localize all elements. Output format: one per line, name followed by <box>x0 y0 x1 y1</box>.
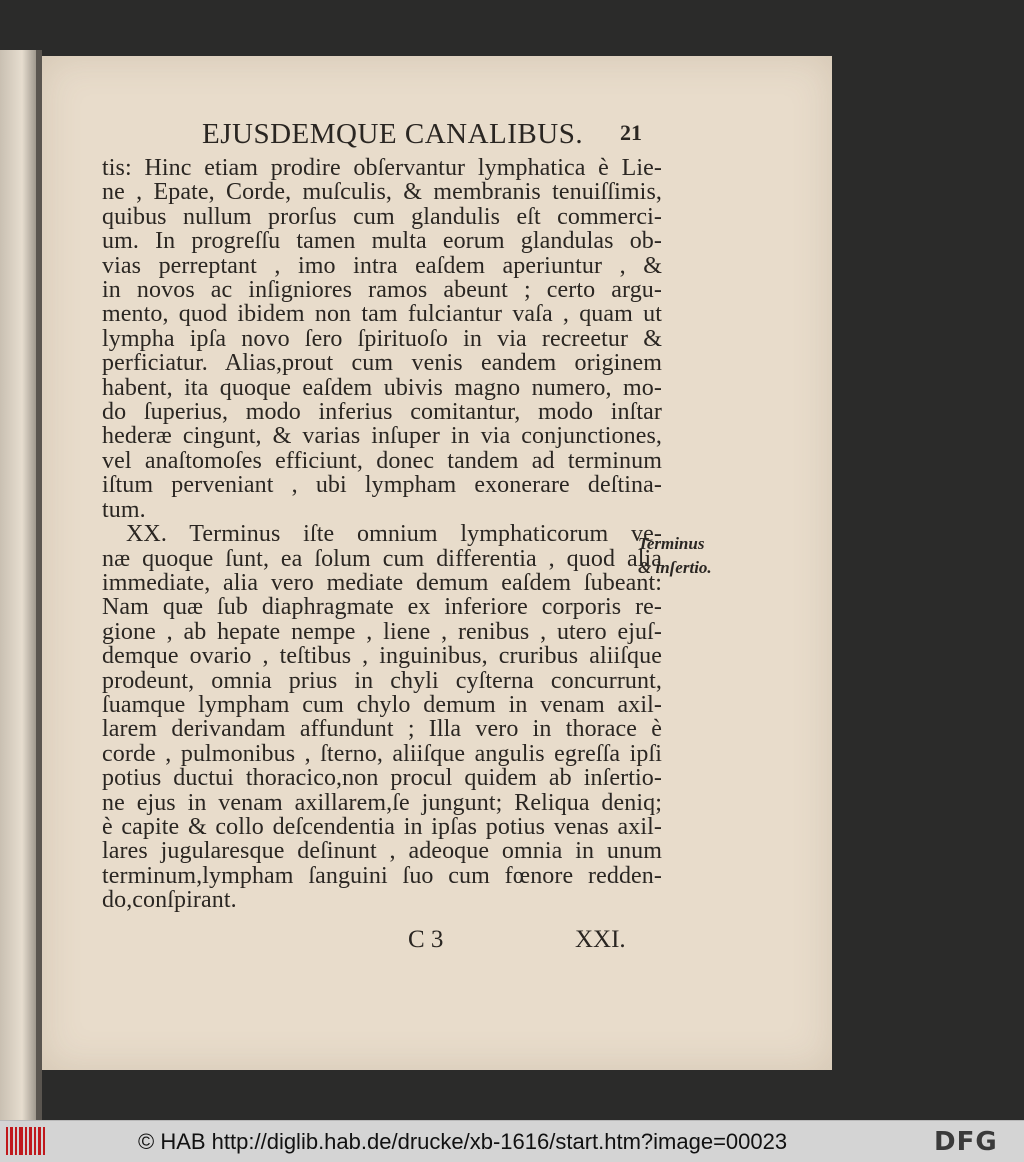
text-line: potius ductui thoracico,non procul quidem ab inſertio- <box>102 765 662 792</box>
page-footer <box>90 926 650 958</box>
text-line: vel anaſtomoſes efficiunt, donec tandem ad terminum <box>102 447 662 474</box>
text-line: vias perreptant , imo intra eaſdem aperiuntur , & <box>102 252 662 279</box>
text-line: do ſuperius, modo inferius comitantur, modo inſtar <box>102 399 662 426</box>
previous-page-edge <box>0 50 40 1120</box>
copyright-link[interactable]: © HAB http://diglib.hab.de/drucke/xb-1616/start.htm?image=00023 <box>138 1129 788 1154</box>
page-number: 21 <box>620 120 642 145</box>
barcode-icon <box>6 1127 46 1155</box>
text-line: hederæ cingunt, & varias inſuper in via conjunctiones, <box>102 423 662 450</box>
dfg-logo: DFG <box>934 1127 998 1157</box>
copyright-bar <box>0 1120 1024 1162</box>
text-line: Nam quæ ſub diaphragmate ex inferiore corporis re- <box>102 594 662 621</box>
text-line: lympha ipſa novo ſero ſpirituoſo in via recreetur & <box>102 325 662 352</box>
marginal-note-line: & inſertio. <box>638 558 712 577</box>
marginal-note <box>638 532 748 580</box>
text-line: ne , Epate, Corde, muſculis, & membranis tenuiſſimis, <box>102 179 662 206</box>
text-line: quibus nullum prorſus cum glandulis eſt commerci- <box>102 203 662 230</box>
text-line: mento, quod ibidem non tam fulciantur vaſa , quam ut <box>102 301 662 328</box>
text-line: um. In progreſſu tamen multa eorum glandulas ob- <box>102 228 662 255</box>
running-head: EJUSDEMQUE CANALIBUS. <box>202 118 584 150</box>
text-line: larem derivandam affundunt ; Illa vero in thorace è <box>102 716 662 743</box>
body-text <box>102 156 662 913</box>
text-line: corde , pulmonibus , ſterno, aliiſque angulis egreſſa ipſi <box>102 740 662 767</box>
text-line: prodeunt, omnia prius in chyli cyſterna concurrunt, <box>102 667 662 694</box>
text-line: iſtum perveniant , ubi lympham exonerare deſtina- <box>102 472 662 499</box>
text-line: ſuamque lympham cum chylo demum in venam axil- <box>102 691 662 718</box>
text-line: lares jugularesque deſinunt , adeoque omnia in unum <box>102 838 662 865</box>
marginal-note-line: Terminus <box>638 534 705 553</box>
book-page <box>42 56 832 1070</box>
catchword: XXI. <box>575 926 626 953</box>
text-line: in novos ac inſigniores ramos abeunt ; certo argu- <box>102 277 662 304</box>
page-header <box>202 118 702 158</box>
text-line: è capite & collo deſcendentia in ipſas potius venas axil- <box>102 813 662 840</box>
section-heading-line: XX. Terminus iſte omnium lymphaticorum ve- <box>126 521 662 548</box>
text-line: næ quoque ſunt, ea ſolum cum differentia , quod alia <box>102 545 662 572</box>
text-line: do,conſpirant. <box>102 887 237 914</box>
text-line: terminum,lympham ſanguini ſuo cum fœnore redden- <box>102 862 662 889</box>
text-line: perficiatur. Alias,prout cum venis eandem originem <box>102 350 662 377</box>
text-line: demque ovario , teſtibus , inguinibus, cruribus aliiſque <box>102 643 662 670</box>
text-line: tis: Hinc etiam prodire obſervantur lymphatica è Lie- <box>102 155 662 181</box>
text-line: immediate, alia vero mediate demum eaſdem ſubeant: <box>102 569 662 596</box>
text-line: gione , ab hepate nempe , liene , renibus , utero ejuſ- <box>102 618 662 645</box>
text-line: habent, ita quoque eaſdem ubivis magno numero, mo- <box>102 374 662 401</box>
signature-mark: C 3 <box>408 926 444 953</box>
text-line: tum. <box>102 496 146 523</box>
text-line: ne ejus in venam axillarem,ſe jungunt; Reliqua deniq; <box>102 789 662 816</box>
